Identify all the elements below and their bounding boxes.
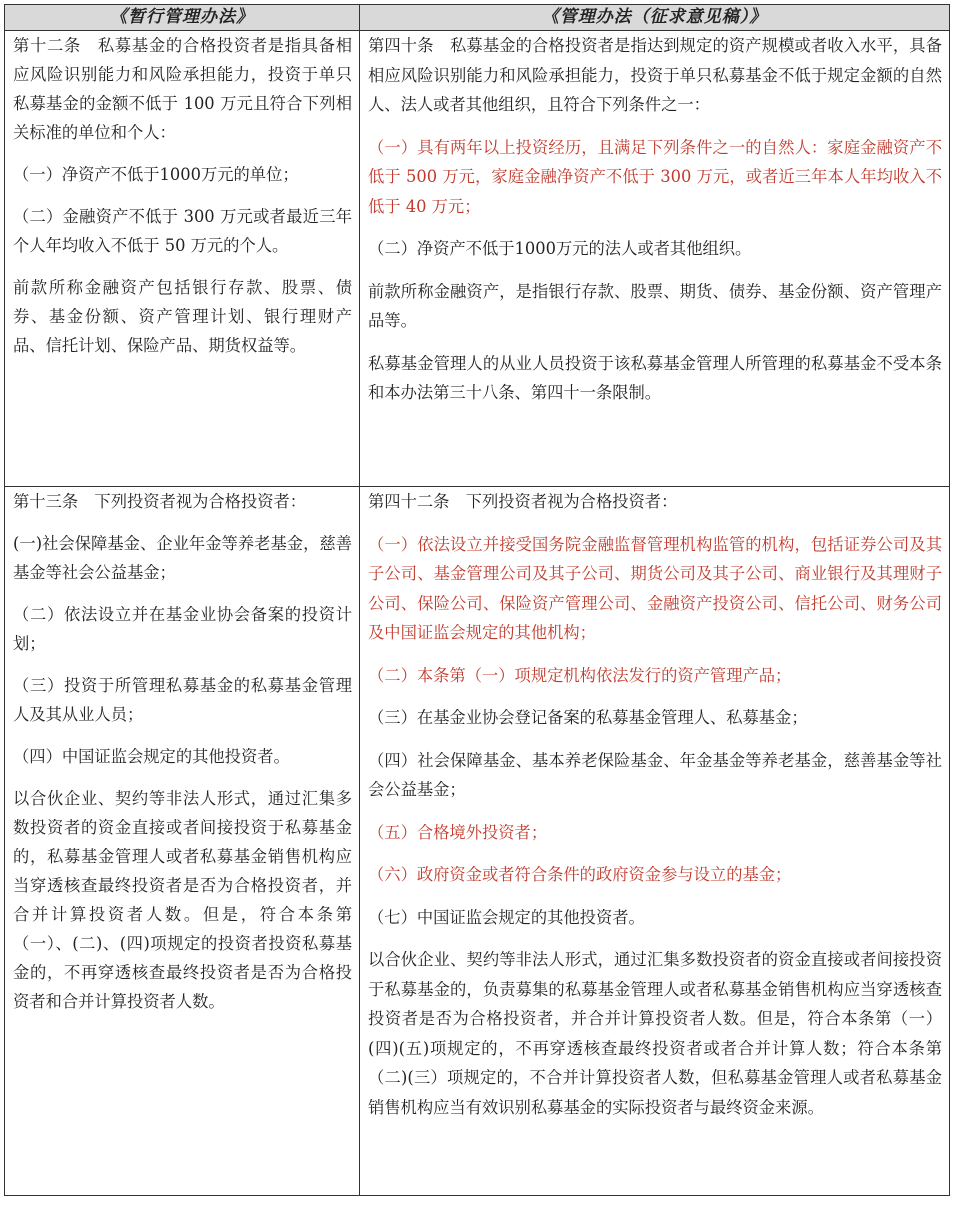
row1-left-content — [13, 31, 352, 360]
clause-paragraph: （一）具有两年以上投资经历，且满足下列条件之一的自然人：家庭金融资产不低于 500 万元，家庭金融净资产不低于 300 万元，或者近三年本人年均收入不低于 40 万元； — [368, 137, 942, 216]
clause-paragraph: 前款所称金融资产，是指银行存款、股票、期货、债券、基金份额、资产管理产品等。 — [368, 281, 942, 330]
clause-paragraph: （六）政府资金或者符合条件的政府资金参与设立的基金； — [368, 865, 792, 884]
table-row — [5, 31, 950, 487]
row1-left-cell — [5, 31, 360, 487]
row2-left-cell — [5, 487, 360, 1196]
clause-paragraph: （二）依法设立并在基金业协会备案的投资计划； — [13, 605, 352, 653]
clause-paragraph: (一)社会保障基金、企业年金等养老基金，慈善基金等社会公益基金； — [13, 534, 352, 582]
table-header-row — [5, 5, 950, 31]
clause-paragraph: 第十二条 私募基金的合格投资者是指具备相应风险识别能力和风险承担能力，投资于单只私募基金的金额不低于 100 万元且符合下列相关标准的单位和个人： — [13, 36, 352, 142]
clause-paragraph: （三）在基金业协会登记备案的私募基金管理人、私募基金； — [368, 708, 808, 727]
clause-paragraph: 前款所称金融资产包括银行存款、股票、债券、基金份额、资产管理计划、银行理财产品、信托计划、保险产品、期货权益等。 — [13, 278, 352, 355]
row1-right-content — [368, 31, 942, 408]
clause-paragraph: 以合伙企业、契约等非法人形式，通过汇集多数投资者的资金直接或者间接投资于私募基金的，负责募集的私募基金管理人或者私募基金销售机构应当穿透核查投资者是否为合格投资者，并合并计算投资者人数。但是，符合本条第（一）(四)(五)项规定的，不再穿透核查最终投资者或者合并计算人数；符合本条第（二)(三）项规定的，不合并计算投资者人数，但私募基金管理人或者私募基金销售机构应当有效识别私募基金的实际投资者与最终资金来源。 — [368, 950, 942, 1117]
clause-paragraph: （二）金融资产不低于 300 万元或者最近三年个人年均收入不低于 50 万元的个人。 — [13, 207, 352, 255]
header-left: 《暂行管理办法》 — [5, 5, 360, 31]
clause-paragraph: （二）净资产不低于1000万元的法人或者其他组织。 — [368, 239, 752, 258]
clause-paragraph: （四）中国证监会规定的其他投资者。 — [13, 747, 290, 766]
clause-paragraph: 第十三条 下列投资者视为合格投资者： — [13, 492, 307, 511]
clause-paragraph: （三）投资于所管理私募基金的私募基金管理人及其从业人员； — [13, 676, 352, 724]
row2-right-cell — [360, 487, 950, 1196]
clause-paragraph: 第四十二条 下列投资者视为合格投资者： — [368, 492, 678, 511]
clause-paragraph: （一）依法设立并接受国务院金融监督管理机构监管的机构，包括证券公司及其子公司、基金管理公司及其子公司、期货公司及其子公司、商业银行及其理财子公司、保险公司、保险资产管理公司、金融资产投资公司、信托公司、财务公司及中国证监会规定的其他机构； — [368, 534, 942, 642]
clause-paragraph: 私募基金管理人的从业人员投资于该私募基金管理人所管理的私募基金不受本条和本办法第三十八条、第四十一条限制。 — [368, 353, 942, 402]
clause-paragraph: （四）社会保障基金、基本养老保险基金、年金基金等养老基金，慈善基金等社会公益基金； — [368, 750, 942, 799]
row1-right-cell — [360, 31, 950, 487]
row2-left-content — [13, 487, 352, 1016]
table-row — [5, 487, 950, 1196]
comparison-table — [4, 4, 950, 1196]
clause-paragraph: （七）中国证监会规定的其他投资者。 — [368, 907, 645, 927]
clause-paragraph: 以合伙企业、契约等非法人形式，通过汇集多数投资者的资金直接或者间接投资于私募基金的，私募基金管理人或者私募基金销售机构应当穿透核查最终投资者是否为合格投资者，并合并计算投资者人数。但是，符合本条第（一）、(二)、(四)项规定的投资者投资私募基金的，不再穿透核查最终投资者是否为合格投资者和合并计算投资者人数。 — [13, 789, 352, 1011]
row2-right-content — [368, 487, 942, 1122]
clause-paragraph: （二）本条第（一）项规定机构依法发行的资产管理产品； — [368, 665, 792, 685]
clause-paragraph: （一）净资产不低于1000万元的单位； — [13, 165, 299, 184]
header-right: 《管理办法（征求意见稿）》 — [360, 5, 950, 31]
clause-paragraph: 第四十条 私募基金的合格投资者是指达到规定的资产规模或者收入水平，具备相应风险识别能力和风险承担能力，投资于单只私募基金不低于规定金额的自然人、法人或者其他组织，且符合下列条件之一： — [368, 36, 942, 114]
clause-paragraph: （五）合格境外投资者； — [368, 822, 548, 842]
